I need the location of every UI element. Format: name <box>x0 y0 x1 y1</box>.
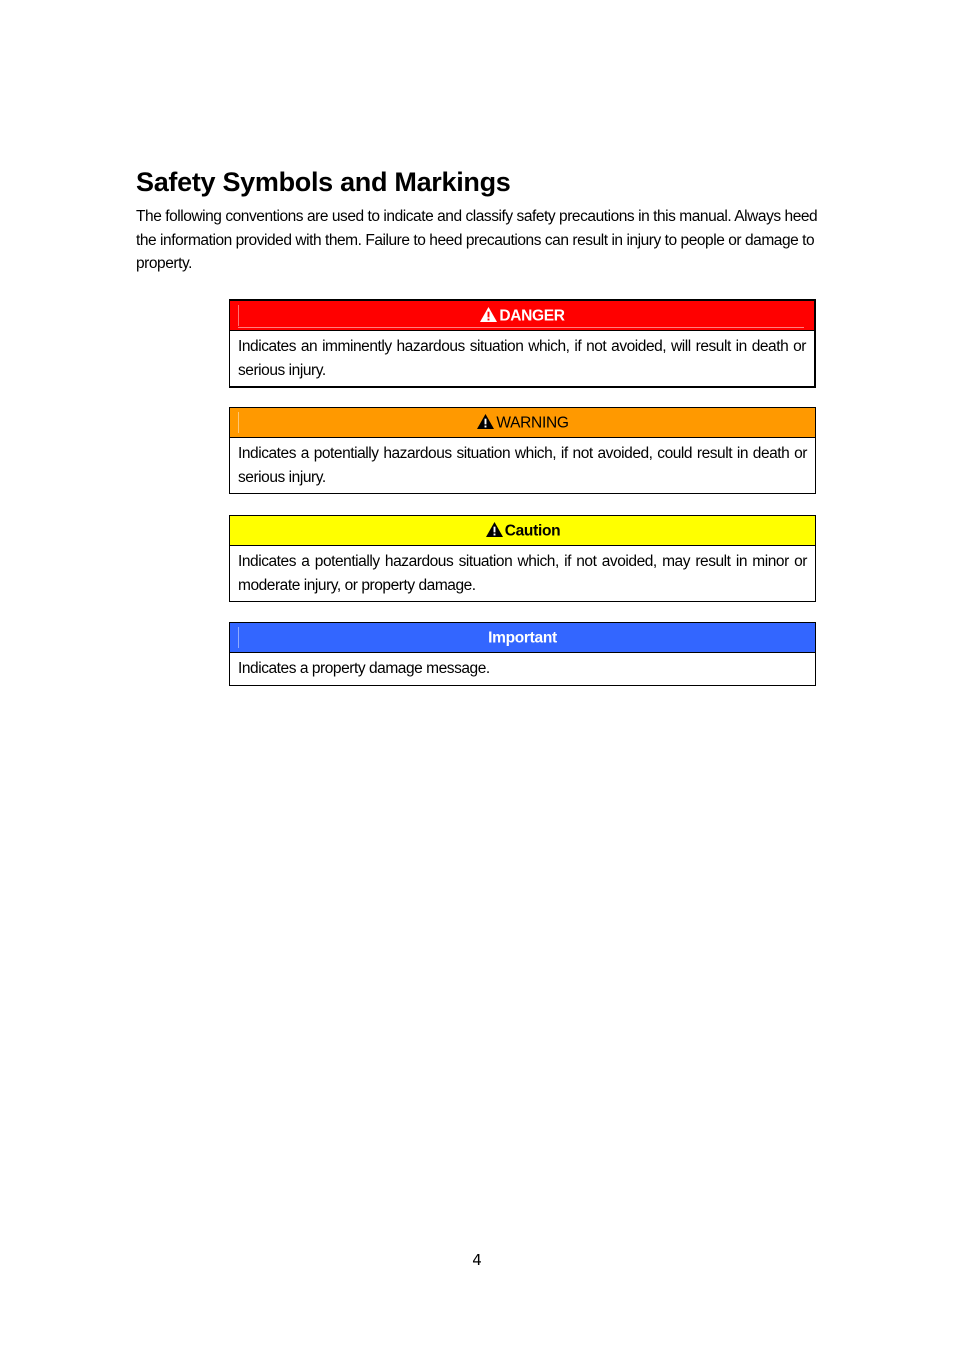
header-rule <box>238 627 239 648</box>
danger-label: DANGER <box>499 307 565 325</box>
warning-text: Indicates a potentially hazardous situation which, if not avoided, could result in death or serious injury. <box>238 445 807 486</box>
intro-paragraph: The following conventions are used to indicate and classify safety precautions in this manual. Always heed the information provided with them. Failure to heed precautions can result in injury to people or damage to property. <box>136 208 818 273</box>
header-rule <box>238 412 239 433</box>
important-header <box>230 623 815 653</box>
important-text: Indicates a property damage message. <box>238 660 490 677</box>
caution-notice <box>229 515 816 602</box>
danger-notice <box>229 299 816 388</box>
danger-text: Indicates an imminently hazardous situation which, if not avoided, will result in death or serious injury. <box>238 338 806 379</box>
warning-triangle-icon <box>476 413 495 430</box>
warning-notice <box>229 407 816 494</box>
caution-text: Indicates a potentially hazardous situation which, if not avoided, may result in minor or moderate injury, or property damage. <box>238 553 807 594</box>
warning-label: WARNING <box>496 414 569 432</box>
page-title: Safety Symbols and Markings <box>136 167 511 197</box>
important-notice <box>229 622 816 686</box>
header-underline <box>238 327 804 328</box>
warning-triangle-icon <box>485 521 504 538</box>
warning-triangle-icon <box>479 306 498 323</box>
important-label: Important <box>488 629 557 647</box>
page-number: 4 <box>472 1251 482 1269</box>
caution-label: Caution <box>504 522 561 540</box>
danger-header <box>230 301 814 331</box>
caution-header <box>230 516 815 546</box>
header-rule <box>238 305 239 326</box>
warning-header <box>230 408 815 438</box>
